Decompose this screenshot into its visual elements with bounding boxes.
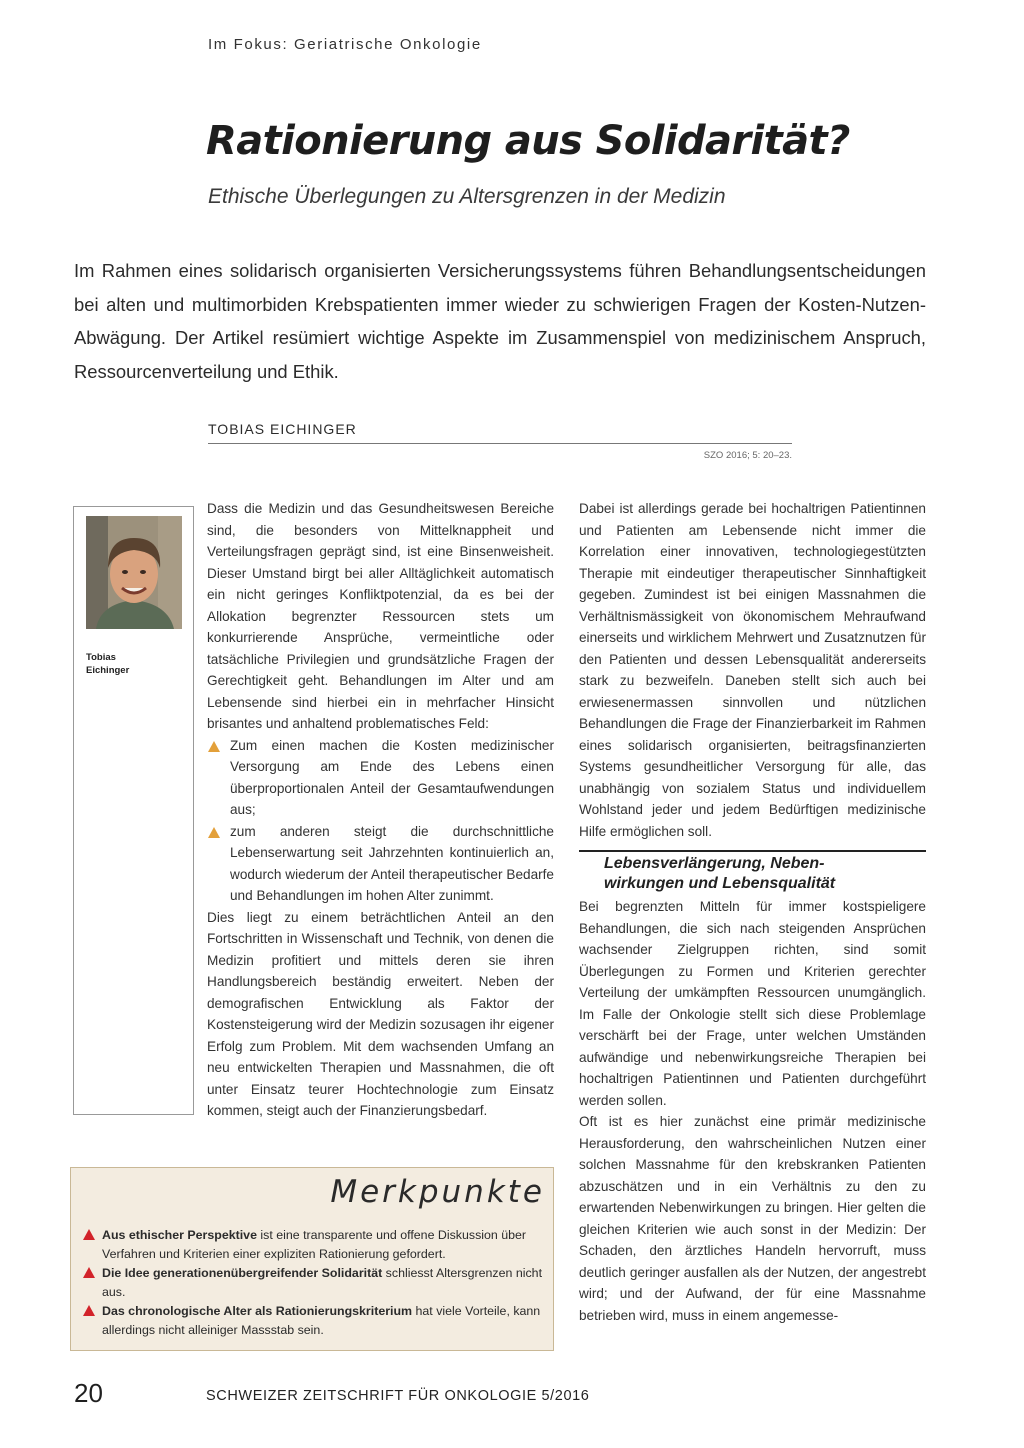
bullet-text: Zum einen machen die Kosten medizinischer Versorgung am Ende des Lebens einen überproportionalen Anteil der Gesamtaufwendungen aus; <box>230 737 554 817</box>
photo-caption <box>86 651 129 677</box>
paragraph: Dies liegt zu einem beträchtlichen Anteil an den Fortschritten in Wissenschaft und Technik, von denen die Medizin profitiert und mittels deren sie ihren Handlungsbereich beständig erweitert. Neben der demografischen Entwicklung als Faktor der Kostensteigerung wird der Medizin sozusagen ihr eigener Erfolg zum Problem. Mit dem wachsenden Umfang an neu entwickelten Therapien und Massnahmen, die oft unter Einsatz teurer Hochtechnologie zum Einsatz kommen, steigt auch der Finanzierungsbedarf. <box>207 909 554 1118</box>
list-item <box>83 1264 545 1302</box>
paragraph: Oft ist es hier zunächst eine primär medizinische Herausforderung, den wahrscheinlichen Nutzen einer solchen Massnahme für den krebskranken Patienten abzuschätzen und in ein Verhältnis zu den zu erwartenden Nebenwirkungen zu bringen. Hier gelten die gleichen Kriterien wie auch sonst in der Medizin: Der Schaden, den ärztliches Handeln hervorruft, muss deutlich geringer ausfallen als der Nutzen, der angestrebt wird; und der Aufwand, der für eine Massnahme betrieben wird, muss in einem angemesse- <box>579 1114 926 1323</box>
article-subtitle: Ethische Überlegungen zu Altersgrenzen in der Medizin <box>208 185 726 208</box>
list-item <box>207 821 554 907</box>
red-triangle-icon <box>83 1267 95 1278</box>
keypoint-text: ist eine transparente und offene Diskussion über Verfahren und Kriterien einer expliziten Rationierung gefordert. <box>102 1228 527 1261</box>
list-item <box>83 1302 545 1340</box>
section-kicker: Im Fokus: Geriatrische Onkologie <box>208 36 482 53</box>
bullet-text: zum anderen steigt die durchschnittliche Lebenserwartung seit Jahrzehnten kontinuierlich an, wodurch wiederum der Anteil therapeutischer Bedarfe und Behandlungen im hohen Alter zunimmt. <box>230 823 554 903</box>
author-divider <box>208 443 792 444</box>
bullet-list <box>207 735 554 907</box>
page-number: 20 <box>74 1378 103 1408</box>
keypoint-bold: Die Idee generationenübergreifender Solidarität <box>102 1266 383 1280</box>
author-name: TOBIAS EICHINGER <box>208 421 357 437</box>
article-title: Rationierung aus Solidarität? <box>206 118 850 164</box>
paragraph: Dabei ist allerdings gerade bei hochaltrigen Patientinnen und Patienten am Lebensende nicht immer die Korrelation einer innovativen, technologiegestützten Therapie mit eindeutiger therapeutischer Sinnhaftigkeit gegeben. Zumindest ist bei einigen Massnahmen die Verhältnismässigkeit von ökonomischem Mehraufwand einerseits und wirklichem Mehrwert und Zusatznutzen für den Patienten und dessen Lebensqualität andererseits stark zu bezweifeln. Daneben stellt sich auch bei erwiesenermassen sinnvollen und nützlichen Behandlungen die Frage der Finanzierbarkeit im Rahmen eines solidarisch organisierten, beitragsfinanzierten Systems gesundheitlicher Versorgung für alle, das unabhängig von sozialem Status und individuellem Wohlstand jeder und jedem Bedürftigen medizinische Hilfe ermöglichen soll. <box>579 501 926 839</box>
merkpunkte-title: Merkpunkte <box>330 1174 545 1210</box>
merkpunkte-box <box>70 1167 554 1351</box>
subheading <box>579 854 926 894</box>
subheading-line: Lebensverlängerung, Neben- <box>604 855 825 872</box>
list-item <box>83 1226 545 1264</box>
caption-last-name: Eichinger <box>86 665 130 676</box>
keypoint-text: schliesst Altersgrenzen nicht aus. <box>102 1266 543 1299</box>
body-column-1 <box>207 498 554 1122</box>
body-column-2 <box>579 498 926 1326</box>
subheading-line: wirkungen und Lebensqualität <box>604 875 836 892</box>
subheading-divider <box>579 850 926 852</box>
red-triangle-icon <box>83 1305 95 1316</box>
red-triangle-icon <box>83 1229 95 1240</box>
list-item <box>207 735 554 821</box>
paragraph: Dass die Medizin und das Gesundheitswesen Bereiche sind, die besonders von Mittelknappheit und Verteilungsfragen geprägt sind, ist eine Binsenweisheit. Dieser Umstand birgt bei aller Alltäglichkeit automatisch ein nicht geringes Konfliktpotenzial, da es bei der Allokation begrenzter Ressourcen stets um konkurrierende Ansprüche, vermeintliche oder tatsächliche Privilegien und grundsätzliche Fragen der Gerechtigkeit geht. Behandlungen im Alter und am Lebensende sind hierbei ein in mehrfacher Hinsicht brisantes und anhaltend problematisches Feld: <box>207 501 554 731</box>
journal-footer: SCHWEIZER ZEITSCHRIFT FÜR ONKOLOGIE 5/2016 <box>206 1388 590 1404</box>
keypoint-bold: Aus ethischer Perspektive <box>102 1228 257 1242</box>
keypoint-text: hat viele Vorteile, kann allerdings nicht alleiniger Massstab sein. <box>102 1304 541 1337</box>
portrait-image <box>86 516 182 629</box>
article-lead: Im Rahmen eines solidarisch organisierten Versicherungssystems führen Behandlungsentscheidungen bei alten und multimorbiden Krebspatienten immer wieder zu schwierigen Fragen der Kosten-Nutzen-Abwägung. Der Artikel resümiert wichtige Aspekte im Zusammenspiel von medizinischem Anspruch, Ressourcenverteilung und Ethik. <box>74 260 926 382</box>
citation: SZO 2016; 5: 20–23. <box>703 450 792 461</box>
triangle-bullet-icon <box>208 741 220 752</box>
paragraph: Bei begrenzten Mitteln für immer kostspieligere Behandlungen, die sich nach steigenden Ansprüchen wachsender Zielgruppen richten, sind somit Überlegungen zu Formen und Kriterien gerechter Verteilung der umkämpften Ressourcen unumgänglich. Im Falle der Onkologie stellt sich diese Problemlage verschärft bei der Frage, unter welchen Umständen aufwändige und nebenwirkungsreiche Therapien bei hochaltrigen Patientinnen und Patienten durchgeführt werden sollen. <box>579 899 926 1108</box>
triangle-bullet-icon <box>208 827 220 838</box>
caption-first-name: Tobias <box>86 652 116 663</box>
author-photo <box>86 516 182 629</box>
merkpunkte-list <box>83 1226 545 1340</box>
keypoint-bold: Das chronologische Alter als Rationierungskriterium <box>102 1304 413 1318</box>
